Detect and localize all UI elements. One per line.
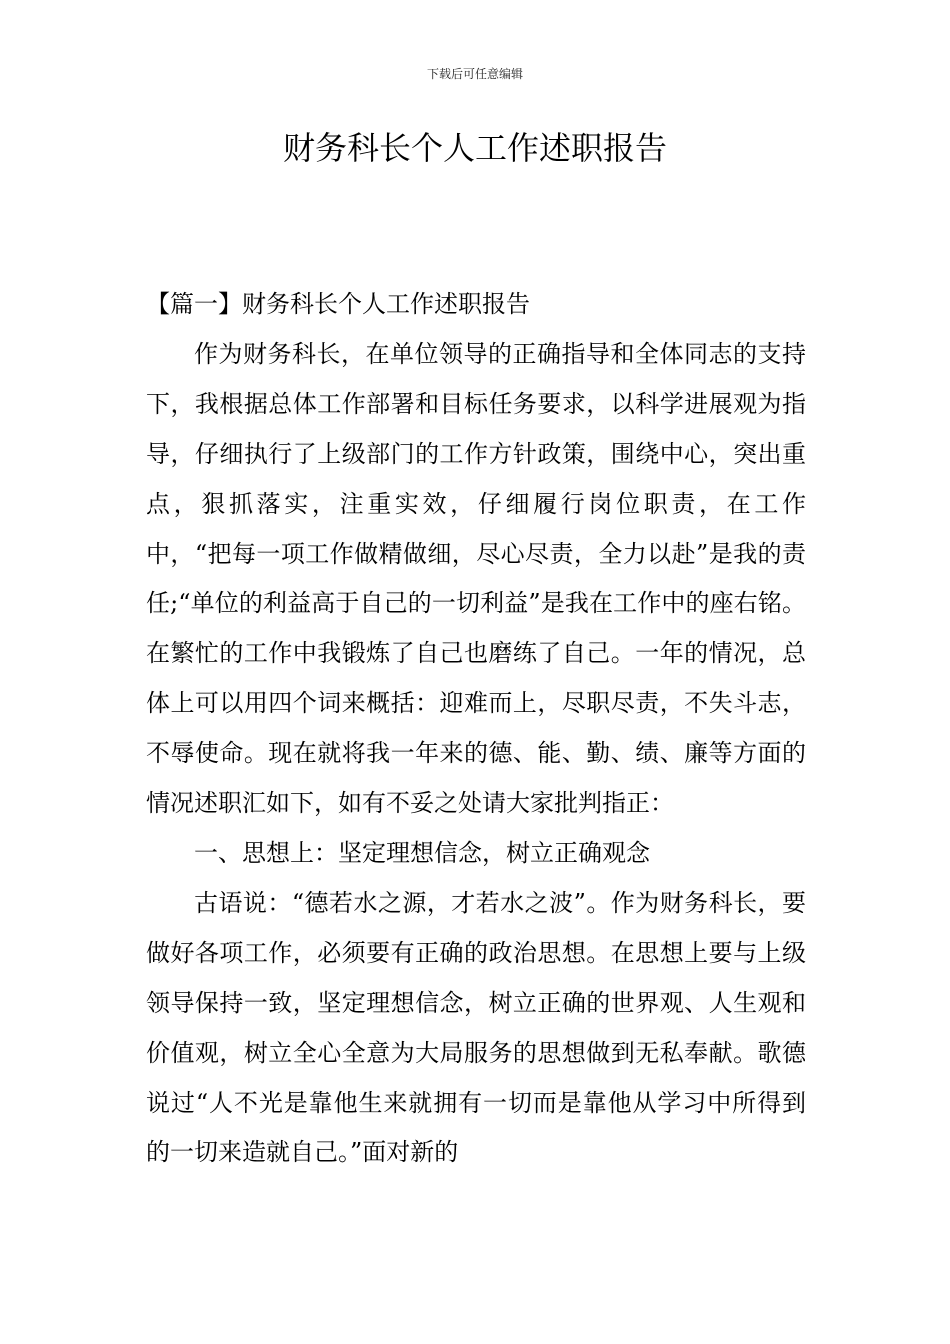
document-body (146, 280, 806, 1178)
paragraph-ideology: 古语说：“德若水之源，才若水之波”。作为财务科长，要做好各项工作，必须要有正确的政治思想。在思想上要与上级领导保持一致，坚定理想信念，树立正确的世界观、人生观和价值观，树立全心全意为大局服务的思想做到无私奉献。歌德说过“人不光是靠他生来就拥有一切而是靠他从学习中所得到的一切来造就自己。”面对新的 (146, 888, 806, 1167)
subheading-ideology: 一、思想上：坚定理想信念，树立正确观念 (194, 838, 650, 867)
document-title: 财务科长个人工作述职报告 (282, 129, 667, 167)
header-note: 下载后可任意编辑 (426, 67, 523, 81)
section-heading: 【篇一】财务科长个人工作述职报告 (146, 290, 530, 318)
paragraph-intro: 作为财务科长，在单位领导的正确指导和全体同志的支持下，我根据总体工作部署和目标任务要求，以科学进展观为指导，仔细执行了上级部门的工作方针政策，围绕中心，突出重点，狠抓落实，注重实效，仔细履行岗位职责，在工作中，“把每一项工作做精做细，尽心尽责，全力以赴”是我的责任;“单位的利益高于自己的一切利益”是我在工作中的座右铭。在繁忙的工作中我锻炼了自己也磨练了自己。一年的情况，总体上可以用四个词来概括：迎难而上，尽职尽责，不失斗志，不辱使命。现在就将我一年来的德、能、勤、绩、廉等方面的情况述职汇如下，如有不妥之处请大家批判指正： (146, 339, 806, 818)
